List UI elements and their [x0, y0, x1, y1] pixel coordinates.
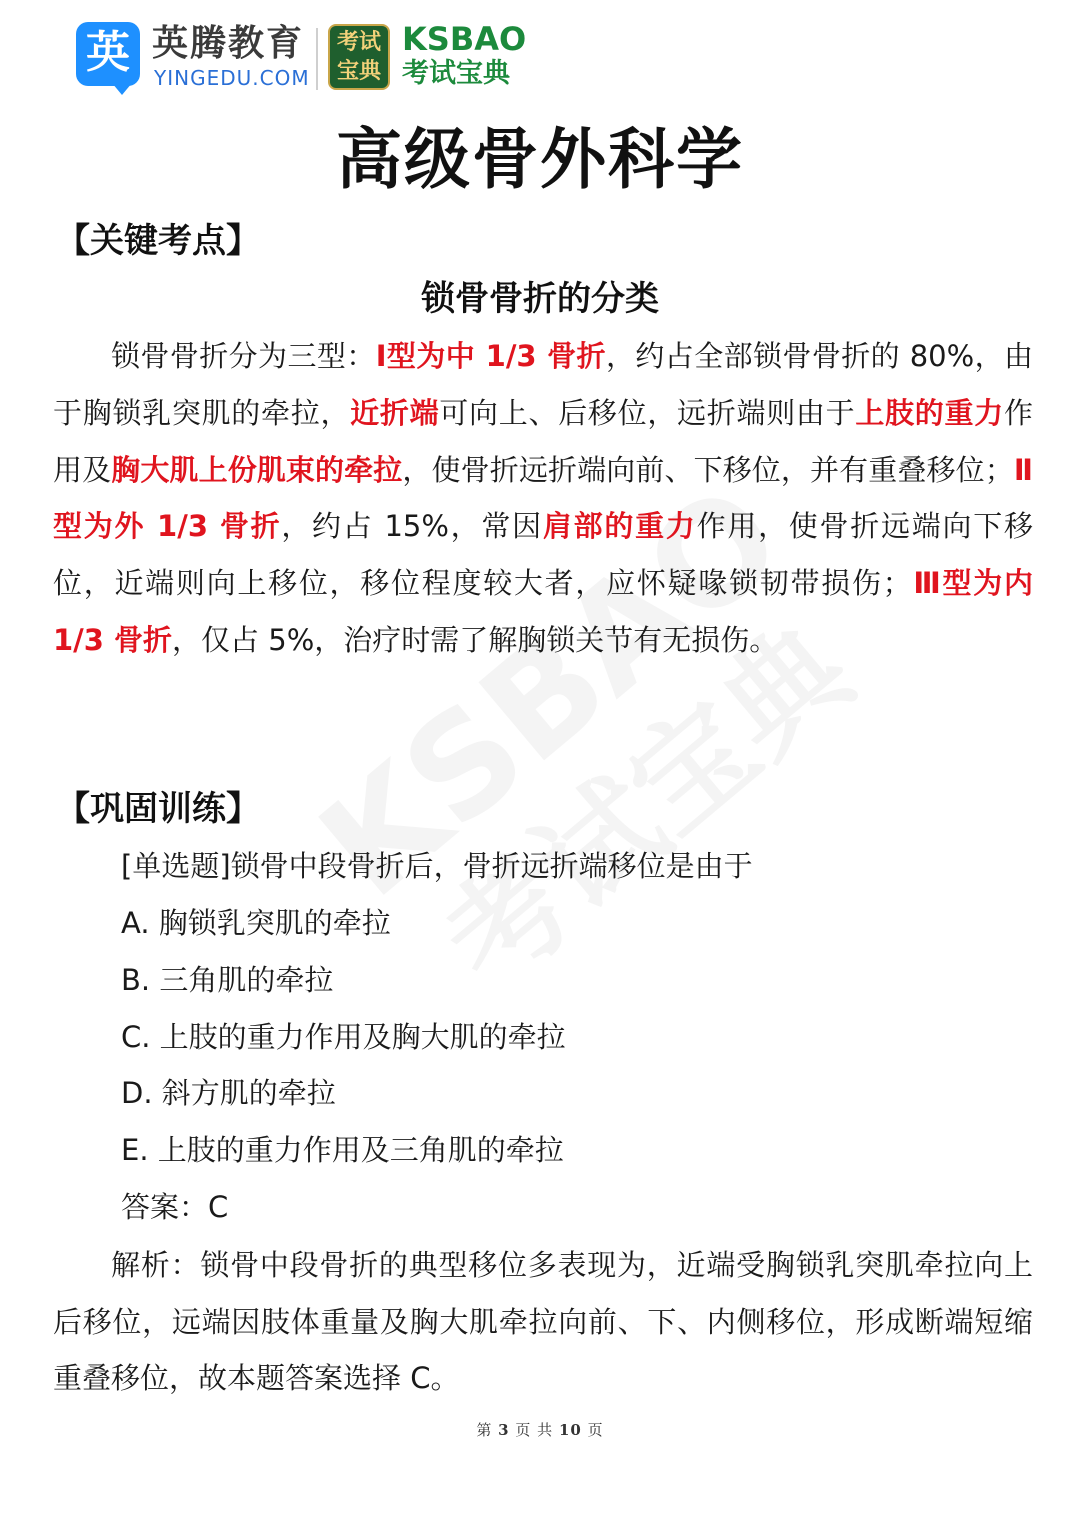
page-title: 高级骨外科学 [336, 121, 744, 198]
option-e: E. 上肢的重力作用及三角肌的牵拉 [121, 1133, 564, 1167]
text-segment: ，约占全部锁骨骨折的 80%，由于胸锁乳突肌的牵拉， [53, 339, 1033, 430]
highlight-pectoralis: 胸大肌上份肌束的牵拉 [111, 452, 403, 487]
ksbao-badge-icon [328, 24, 390, 90]
text-segment: ，仅占 5%，治疗时需了解胸锁关节有无损伤。 [172, 622, 779, 657]
yingedu-logo-icon: 英 [76, 22, 140, 86]
text-segment: 作用及 [53, 395, 1033, 487]
highlight-proximal: 近折端 [350, 395, 440, 430]
answer-text: 答案：C [121, 1190, 229, 1224]
key-points-paragraph [53, 328, 1033, 669]
option-c: C. 上肢的重力作用及胸大肌的牵拉 [121, 1020, 566, 1054]
logo-divider [316, 28, 318, 90]
practice-heading: 【巩固训练】 [56, 789, 260, 829]
text-segment: 作用，使骨折远端向下移位，近端则向上移位，移位程度较大者，应怀疑喙锁韧带损伤； [53, 509, 1033, 601]
highlight-type3: Ⅲ型为内 1/3 骨折 [53, 566, 1033, 657]
text-segment: 可向上、后移位，远折端则由于 [439, 395, 856, 430]
yingedu-logo-url: YINGEDU.COM [154, 66, 310, 90]
option-d: D. 斜方肌的牵拉 [121, 1076, 336, 1110]
text-segment: ，约占 15%，常因 [281, 509, 543, 544]
highlight-type2: Ⅱ型为外 1/3 骨折 [53, 452, 1033, 544]
ksbao-logo-cn: 考试宝典 [402, 58, 510, 89]
ksbao-badge-top: 考试 [336, 30, 381, 55]
option-b: B. 三角肌的牵拉 [121, 963, 334, 997]
key-points-subtitle: 锁骨骨折的分类 [421, 279, 659, 319]
footer-page-number: 3 [498, 1421, 510, 1439]
key-points-heading: 【关键考点】 [56, 221, 260, 261]
text-segment: ，使骨折远折端向前、下移位，并有重叠移位； [402, 452, 1014, 487]
option-a: A. 胸锁乳突肌的牵拉 [121, 906, 391, 940]
header-logos [76, 22, 536, 94]
question-text: [单选题]锁骨中段骨折后，骨折远折端移位是由于 [121, 849, 753, 883]
highlight-type1: Ⅰ型为中 1/3 骨折 [375, 339, 606, 373]
text-segment: 锁骨骨折分为三型： [111, 339, 376, 373]
ksbao-logo-text: KSBAO [402, 20, 527, 58]
footer-total-pages: 10 [558, 1421, 582, 1439]
analysis-paragraph: 解析：锁骨中段骨折的典型移位多表现为，近端受胸锁乳突肌牵拉向上后移位，远端因肢体重量及胸大肌牵拉向前、下、内侧移位，形成断端短缩重叠移位，故本题答案选择 C。 [53, 1248, 1033, 1395]
footer-prefix: 第 [476, 1421, 493, 1439]
ksbao-badge-bottom: 宝典 [336, 59, 381, 84]
yingedu-logo-text: 英腾教育 [152, 23, 305, 64]
highlight-limb-gravity: 上肢的重力 [855, 395, 1004, 430]
highlight-shoulder-gravity: 肩部的重力 [542, 509, 697, 544]
footer-suffix: 页 [587, 1421, 604, 1439]
footer-middle: 页 共 [515, 1421, 554, 1439]
page-footer [0, 1418, 1080, 1442]
